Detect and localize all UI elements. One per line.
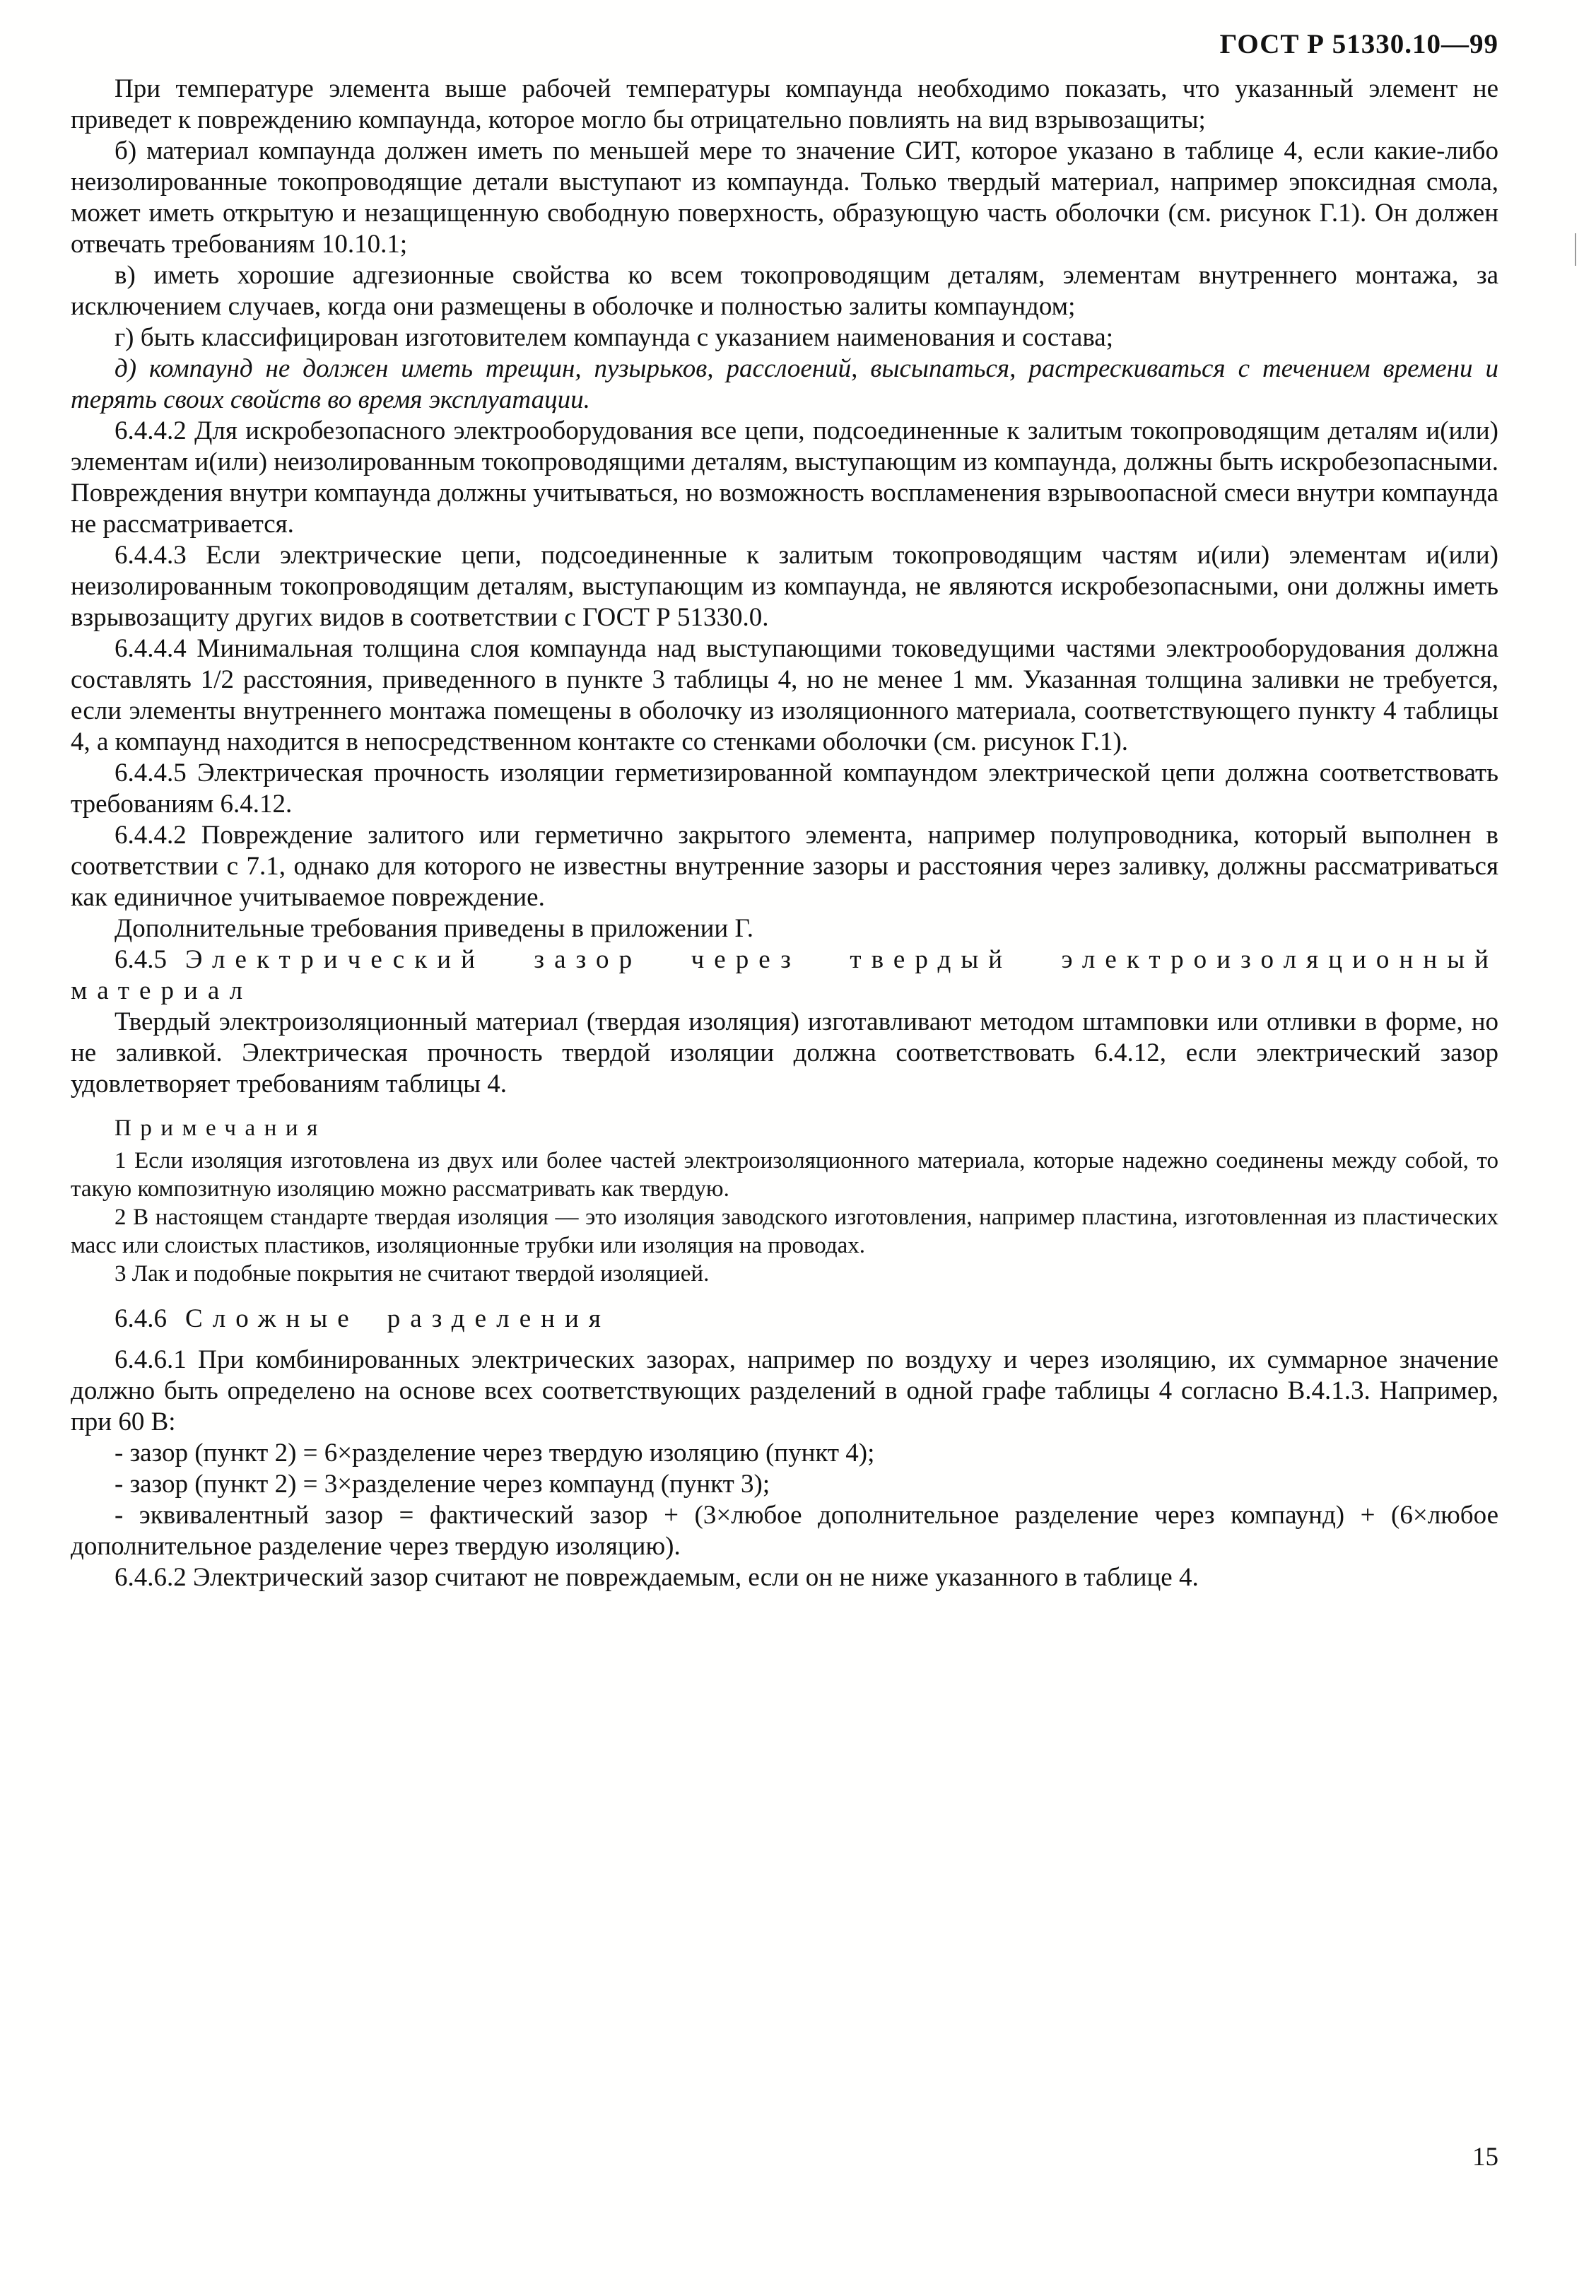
paragraph-item-d-italic: д) компаунд не должен иметь трещин, пузырьков, расслоений, высыпаться, растрескиваться с течением времени и терять своих свойств во время эксплуатации.: [71, 354, 1498, 414]
paragraph-item-g: г) быть классифицирован изготовителем компаунда с указанием наименования и состава;: [115, 323, 1114, 352]
paragraph-6-4-6-1: 6.4.6.1 При комбинированных электрических зазорах, например по воздуху и через изоляцию, их суммарное значение должно быть определено на основе всех соответствующих разделений в одной графе таблицы 4 согласно В.4.1.3. Например, при 60 В:: [71, 1345, 1498, 1436]
paragraph-6-4-4-4: 6.4.4.4 Минимальная толщина слоя компаунда над выступающими токоведущими частями электрооборудования должна составлять 1/2 расстояния, приведенного в пункте 3 таблицы 4, но не менее 1 мм. Указанная толщина заливки не требуется, если элементы внутреннего монтажа помещены в оболочку из изоляционного материала, соответствующего пункту 4 таблицы 4, а компаунд находится в непосредственном контакте со стенками оболочки (см. рисунок Г.1).: [71, 634, 1498, 756]
doc-header-code: ГОСТ Р 51330.10—99: [1219, 29, 1498, 59]
scan-artifact: [1575, 233, 1576, 266]
notes-heading: Примечания: [115, 1115, 327, 1141]
paragraph-intro: При температуре элемента выше рабочей температуры компаунда необходимо показать, что указанный элемент не приведет к повреждению компаунда, которое могло бы отрицательно повлиять на вид взрывозащиты;: [71, 74, 1498, 134]
list-item: - эквивалентный зазор = фактический зазор + (3×любое дополнительное разделение через компаунд) + (6×любое дополнительное разделение через твердую изоляцию).: [71, 1501, 1498, 1561]
paragraph-6-4-4-2: 6.4.4.2 Для искробезопасного электрооборудования все цепи, подсоединенные к залитым токопроводящим деталям и(или) элементам и(или) неизолированным токопроводящими деталям, выступающим из компаунда, должны быть искробезопасными. Повреждения внутри компаунда должны учитываться, но возможность воспламенения взрывоопасной смеси внутри компаунда не рассматривается.: [71, 416, 1498, 539]
list-item: - зазор (пункт 2) = 3×разделение через компаунд (пункт 3);: [115, 1470, 770, 1499]
paragraph-6-4-6-2: 6.4.6.2 Электрический зазор считают не повреждаемым, если он не ниже указанного в таблице 4.: [115, 1563, 1199, 1592]
paragraph-item-v: в) иметь хорошие адгезионные свойства ко всем токопроводящим деталям, элементам внутреннего монтажа, за исключением случаев, когда они размещены в оболочке и полностью залиты компаундом;: [71, 261, 1498, 321]
notes-block: [71, 1114, 1498, 1288]
page-content: [71, 74, 1498, 1593]
section-heading-6-4-5: [71, 944, 1498, 1007]
note-item: 2 В настоящем стандарте твердая изоляция — это изоляция заводского изготовления, например пластина, изготовленная из пластических масс или слоистых пластиков, изоляционные трубки или изоляция на проводах.: [71, 1205, 1498, 1258]
paragraph-6-4-4-3: 6.4.4.3 Если электрические цепи, подсоединенные к залитым токопроводящим частям и(или) элементам и(или) неизолированным токопроводящим деталям, выступающим из компаунда, не являются искробезопасными, они должны иметь взрывозащиту других видов в соответствии с ГОСТ Р 51330.0.: [71, 541, 1498, 632]
list-item: - зазор (пункт 2) = 6×разделение через твердую изоляцию (пункт 4);: [115, 1439, 875, 1468]
paragraph-additional-requirements: Дополнительные требования приведены в приложении Г.: [115, 914, 753, 943]
section-number: 6.4.6: [115, 1304, 167, 1333]
section-heading-6-4-6: [71, 1304, 1498, 1335]
paragraph-6-4-4-5: 6.4.4.5 Электрическая прочность изоляции герметизированной компаундом электрической цепи должна соответствовать требованиям 6.4.12.: [71, 758, 1498, 819]
paragraph-6-4-4-2-damage: 6.4.4.2 Повреждение залитого или герметично закрытого элемента, например полупроводника, который выполнен в соответствии с 7.1, однако для которого не известны внутренние зазоры и расстояния через заливку, должны рассматриваться как единичное учитываемое повреждение.: [71, 821, 1498, 912]
paragraph-item-b: б) материал компаунда должен иметь по меньшей мере то значение СИТ, которое указано в таблице 4, если какие-либо неизолированные токопроводящие детали выступают из компаунда. Только твердый материал, например эпоксидная смола, может иметь открытую и незащищенную свободную поверхность, образующую часть оболочки (см. рисунок Г.1). Он должен отвечать требованиям 10.10.1;: [71, 136, 1498, 259]
section-number: 6.4.5: [115, 945, 167, 974]
section-title: Электрический зазор через твердый электроизоляционный материал: [71, 945, 1498, 1005]
note-item: 1 Если изоляция изготовлена из двух или более частей электроизоляционного материала, которые надежно соединены между собой, то такую композитную изоляцию можно рассматривать как твердую.: [71, 1148, 1498, 1202]
note-item: 3 Лак и подобные покрытия не считают твердой изоляцией.: [115, 1261, 710, 1287]
page-number: 15: [1472, 2143, 1498, 2172]
paragraph-solid-insulation: Твердый электроизоляционный материал (твердая изоляция) изготавливают методом штамповки или отливки в форме, но не заливкой. Электрическая прочность твердой изоляции должна соответствовать 6.4.12, если электрический зазор удовлетворяет требованиям таблицы 4.: [71, 1007, 1498, 1099]
section-title: Сложные разделения: [185, 1304, 611, 1333]
spacer: [71, 1335, 1498, 1345]
